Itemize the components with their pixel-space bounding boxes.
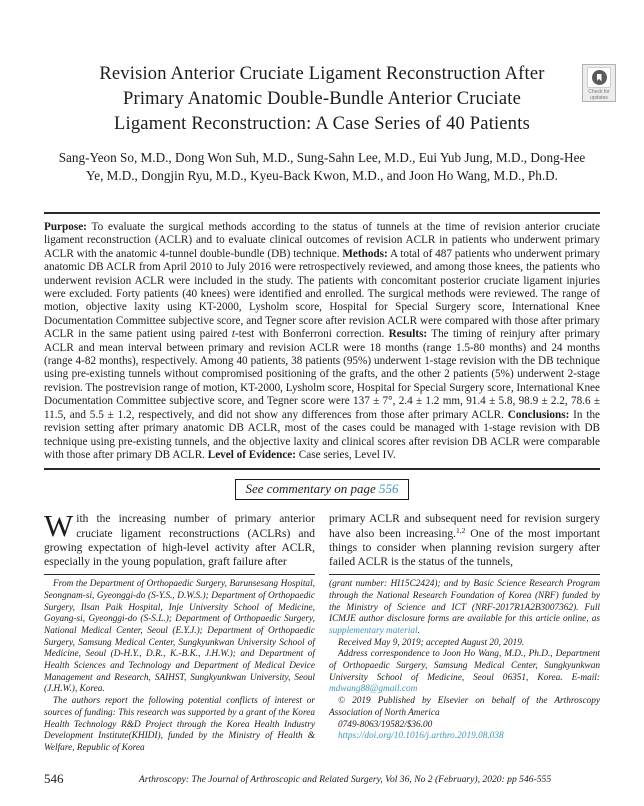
left-column (44, 508, 315, 754)
grant-footnote (329, 579, 600, 638)
methods-text-cont: -test with Bonferroni correction. (235, 328, 389, 341)
article-title: Revision Anterior Cruciate Ligament Reconstruction After Primary Anatomic Double-Bundle Anterior Cruciate Ligament Reconstruction: A Case Series of 40 Patients (99, 64, 545, 134)
conflicts-footnote: The authors report the following potential conflicts of interest or sources of funding: This research was supported by a grant of the Korea Health Technology R&D Project through the Korea Health Industry Development Institute(KHIDI), funded by the Ministry of Health & Welfare, Republic of Korea (44, 696, 315, 753)
correspondence-text: Address correspondence to Joon Ho Wang, M.D., Ph.D., Department of Orthopaedic Surgery, Samsung Medical Center, Sungkyunkwan University School of Medicine, Seoul 06351, Korea. E-mail: (329, 649, 600, 683)
grant-text-end: . (417, 625, 420, 636)
results-text: The timing of reinjury after primary ACLR and mean interval between primary and revision ACLR were 18 months (range 1.5-80 months) and 24 months (range 4-82 months), respectively. Among 40 patients, 38 patients (95%) underwent 1-stage revision with the DB technique using pre-existing tunnels without compromised positioning of the grafts, and the other 2 patients (5%) underwent 2-stage revision. The postrevision range of motion, KT-2000, Lysholm score, Hospital for Special Surgery score, International Knee Documentation Committee subjective score, and Tegner score were 137 ± 7°, 2.4 ± 1.2 mm, 91.4 ± 5.8, 98.9 ± 2.2, 78.6 ± 11.5, and 5.5 ± 1.2, respectively, and did not show any differences from those after primary ACLR. (44, 328, 600, 421)
abstract-text (44, 214, 600, 468)
received-accepted-footnote: Received May 9, 2019; accepted August 20, 2019. (338, 637, 525, 648)
page-number: 546 (44, 771, 64, 786)
abstract-section (44, 212, 600, 470)
level-of-evidence-text: Case series, Level IV. (296, 448, 396, 461)
intro-paragraph-right (329, 512, 600, 569)
intro-paragraph-left (44, 508, 315, 569)
results-label: Results: (388, 328, 428, 341)
doi-link[interactable]: https://doi.org/10.1016/j.arthro.2019.08.038 (338, 731, 504, 742)
doi-footnote (329, 731, 600, 743)
journal-citation-line: Arthroscopy: The Journal of Arthroscopic and Related Surgery, Vol 36, No 2 (February), 2020: pp 546-555 (138, 774, 552, 785)
bookmark-icon (597, 74, 602, 82)
right-column (329, 512, 600, 754)
conclusions-label: Conclusions: (507, 408, 570, 421)
methods-label: Methods: (342, 247, 388, 260)
grant-text: (grant number: HI15C2424); and by Basic Science Research Program through the National Research Foundation of Korea (NRF) funded by the Ministry of Science and ICT (NRF-2017R1A2B3007362). Full ICMJE author disclosure forms are available for this article online, as (329, 579, 600, 625)
issn-footnote: 0749-8063/19582/$36.00 (338, 719, 433, 730)
check-for-updates-badge[interactable] (582, 64, 616, 102)
intro-text-right-b: One of the most important things to consider when planning revision surgery after failed ACLR is the status of the tunnels, (329, 527, 600, 568)
left-footnote-block (44, 574, 315, 755)
t-test-italic: t (231, 328, 236, 341)
level-of-evidence-label: Level of Evidence: (207, 448, 296, 461)
purpose-label: Purpose: (44, 221, 87, 233)
purpose-text: To evaluate the surgical methods according to the status of tunnels at the time of revision anterior cruciate ligament reconstruction (ACLR) and to evaluate clinical outcomes of revision ACLR in patients who underwent primary ACLR with the anatomic 4-tunnel double-bundle (DB) technique. (44, 221, 600, 260)
abstract-bottom-rule (44, 468, 600, 470)
right-footnote-block (329, 574, 600, 743)
citation-superscript[interactable]: 1,2 (455, 525, 466, 535)
crossmark-icon-box (587, 67, 611, 88)
commentary-box (235, 479, 408, 500)
methods-text: A total of 487 patients who underwent primary anatomic DB ACLR from April 2010 to July 2016 were retrospectively reviewed, and among those knees, the patients who underwent revision ACLR were included in the study. The patients with concomitant posterior cruciate ligament injuries were excluded. Forty patients (40 knees) were identified and enrolled. The surgical methods were reviewed. The range of motion, objective laxity using KT-2000, Lysholm score, Hospital for Special Surgery score, International Knee Documentation Committee subjective score, and Tegner score after revision ACLR were compared with those after primary ACLR in the same patient using paired (44, 247, 600, 341)
title-block (44, 0, 600, 185)
page-footer (0, 771, 644, 791)
drop-cap: W (44, 508, 74, 544)
intro-text-left: ith the increasing number of primary anterior cruciate ligament reconstructions (ACLRs) and growing expectation of high-level activity after ACLR, especially in the young population, graft failure after (44, 513, 315, 568)
author-list: Sang-Yeon So, M.D., Dong Won Suh, M.D., Sung-Sahn Lee, M.D., Eui Yub Jung, M.D., Dong-Hee Ye, M.D., Dongjin Ryu, M.D., Kyeu-Back Kwon, M.D., and Joon Ho Wang, M.D., Ph.D. (58, 150, 586, 183)
correspondence-footnote (329, 649, 600, 696)
commentary-text: See commentary on page (245, 481, 380, 497)
body-columns (44, 508, 600, 754)
intro-text-right-a: primary ACLR and subsequent need for revision surgery have also been increasing. (329, 513, 600, 540)
check-for-updates-label: Check for updates (588, 89, 610, 101)
crossmark-circle-icon (592, 70, 607, 85)
supplementary-material-link[interactable]: supplementary material (329, 625, 418, 636)
copyright-footnote: © 2019 Published by Elsevier on behalf of the Arthroscopy Association of North America (329, 696, 600, 718)
commentary-page-link[interactable]: 556 (379, 481, 399, 497)
conclusions-text: In the revision setting after primary anatomic DB ACLR, most of the cases could be managed with 1-stage revision with DB technique using pre-existing tunnels, and the objective laxity and clinical scores after revision DB ACLR were comparable with those after primary DB ACLR. (44, 408, 601, 461)
email-link[interactable]: mdwang88@gmail.com (329, 684, 418, 695)
commentary-row (44, 479, 600, 500)
affiliations-footnote: From the Department of Orthopaedic Surgery, Barunsesang Hospital, Seongnam-si, Gyeonggi-do (S-Y.S., D.W.S.); Department of Orthopaedic Surgery, Ilsan Paik Hospital, Inje University School of Medicine, Goyang-si, Gyeonggi-do (S-S.L.); Department of Orthopaedic Surgery, National Medical Center, Seoul (E.Y.J.); Department of Orthopaedic Surgery, Samsung Medical Center, Sungkyunkwan University School of Medicine, Seoul (D-H.Y., D.R., K.-B.K., J.H.W.); and Department of Health Sciences and Technology and Department of Medical Device Management and Research, SAIHST, Sungkyunkwan University, Seoul (J.H.W.), Korea. (44, 579, 315, 695)
